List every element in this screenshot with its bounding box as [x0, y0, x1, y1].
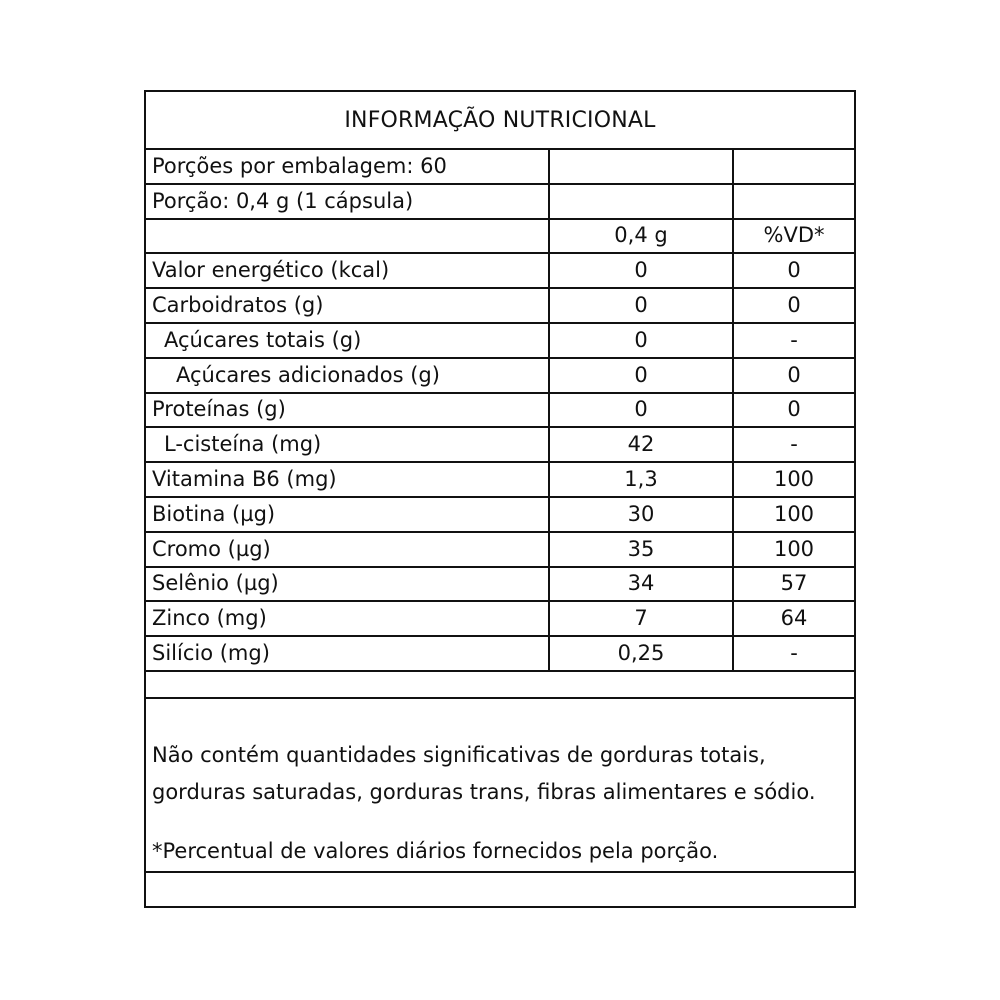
table-row	[146, 532, 854, 567]
nutrient-dv: 0	[733, 393, 854, 428]
nutrient-dv: 64	[733, 601, 854, 636]
not-significant-note: Não contém quantidades significativas de gorduras totais, gorduras saturadas, gorduras trans, fibras alimentares e sódio.	[152, 743, 816, 804]
nutrient-label: Vitamina B6 (mg)	[146, 462, 549, 497]
dv-footnote: *Percentual de valores diários fornecidos pela porção.	[152, 839, 719, 863]
nutrient-amount: 0	[549, 253, 733, 288]
nutrient-label: Proteínas (g)	[146, 393, 549, 428]
nutrient-dv: -	[733, 636, 854, 671]
nutrient-dv: 100	[733, 532, 854, 567]
nutrient-dv: 100	[733, 497, 854, 532]
table-row	[146, 393, 854, 428]
nutrient-amount: 1,3	[549, 462, 733, 497]
nutrition-table	[146, 150, 854, 672]
nutrient-amount: 42	[549, 427, 733, 462]
table-row	[146, 601, 854, 636]
table-row	[146, 427, 854, 462]
nutrient-amount: 30	[549, 497, 733, 532]
servings-row	[146, 150, 854, 184]
nutrient-amount: 0	[549, 393, 733, 428]
note-section	[146, 697, 854, 873]
table-row	[146, 253, 854, 288]
nutrient-label: Valor energético (kcal)	[146, 253, 549, 288]
label-title: INFORMAÇÃO NUTRICIONAL	[146, 92, 854, 150]
serving-size-row	[146, 184, 854, 219]
table-row	[146, 567, 854, 602]
table-row	[146, 358, 854, 393]
nutrient-label: Biotina (µg)	[146, 497, 549, 532]
nutrient-dv: 100	[733, 462, 854, 497]
nutrient-amount: 34	[549, 567, 733, 602]
nutrient-label: L-cisteína (mg)	[146, 427, 549, 462]
nutrient-dv: -	[733, 323, 854, 358]
table-row	[146, 636, 854, 671]
serving-size: Porção: 0,4 g (1 cápsula)	[146, 184, 549, 219]
column-header-row	[146, 219, 854, 254]
nutrient-amount: 0,25	[549, 636, 733, 671]
nutrient-label: Selênio (µg)	[146, 567, 549, 602]
nutrient-label: Silício (mg)	[146, 636, 549, 671]
nutrient-dv: 57	[733, 567, 854, 602]
table-row	[146, 323, 854, 358]
nutrient-label: Açúcares totais (g)	[146, 323, 549, 358]
nutrient-label: Zinco (mg)	[146, 601, 549, 636]
nutrient-amount: 0	[549, 323, 733, 358]
nutrient-amount: 7	[549, 601, 733, 636]
servings-per-package: Porções por embalagem: 60	[146, 150, 549, 184]
nutrient-dv: 0	[733, 288, 854, 323]
nutrient-amount: 0	[549, 358, 733, 393]
nutrient-label: Açúcares adicionados (g)	[146, 358, 549, 393]
nutrition-facts-label	[144, 90, 856, 908]
table-row	[146, 462, 854, 497]
nutrient-dv: 0	[733, 253, 854, 288]
nutrient-dv: 0	[733, 358, 854, 393]
amount-column-header: 0,4 g	[549, 219, 733, 254]
nutrient-dv: -	[733, 427, 854, 462]
table-row	[146, 497, 854, 532]
dv-column-header: %VD*	[733, 219, 854, 254]
nutrient-amount: 0	[549, 288, 733, 323]
table-row	[146, 288, 854, 323]
nutrient-label: Cromo (µg)	[146, 532, 549, 567]
nutrient-label: Carboidratos (g)	[146, 288, 549, 323]
nutrient-amount: 35	[549, 532, 733, 567]
